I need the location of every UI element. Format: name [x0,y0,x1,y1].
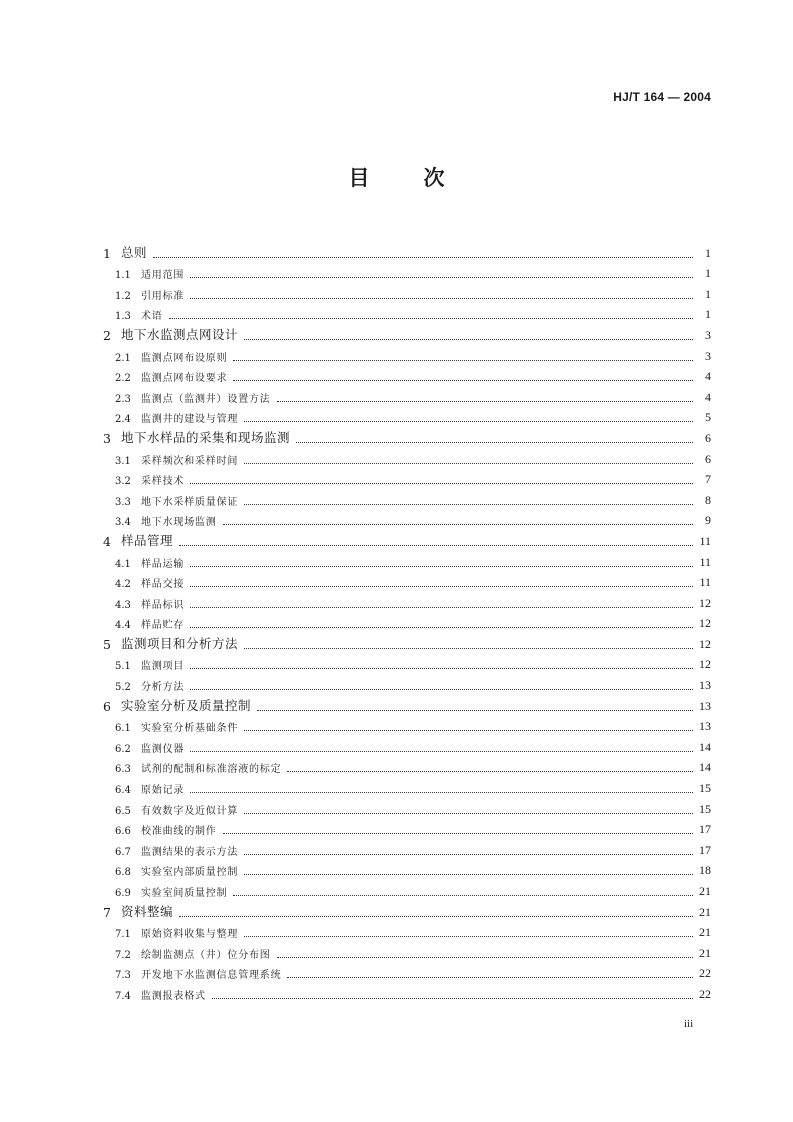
toc-entry-number: 7.2 [115,949,131,961]
toc-entry-page: 21 [699,884,711,898]
dot-leader [296,442,693,443]
dot-leader [212,998,693,999]
toc-entry-title: 校准曲线的制作 [141,826,217,838]
toc-entry-number: 3.4 [115,517,131,529]
toc-entry-number: 4 [103,533,111,549]
toc-entry-title: 监测井的建设与管理 [141,414,239,426]
toc-entry-number: 3.3 [115,496,131,508]
toc-entry-page: 17 [699,822,711,837]
dot-leader [277,401,693,402]
toc-section[interactable] [103,858,711,879]
toc-entry-number: 2.4 [115,414,131,426]
toc-entry-page: 17 [699,842,711,857]
dot-leader [244,648,693,649]
dot-leader [244,339,693,340]
dot-leader [190,566,693,567]
toc-entry-number: 6.9 [115,888,131,899]
toc-entry-page: 11 [699,575,711,590]
dot-leader [223,833,693,834]
toc-entry-number: 4.2 [115,579,131,591]
dot-leader [179,545,693,546]
toc-entry-title: 总则 [121,244,148,260]
toc-chapter[interactable] [103,693,711,714]
toc-entry-number: 1.1 [115,270,131,282]
toc-section[interactable] [103,508,711,529]
toc-section[interactable] [103,672,711,693]
toc-entry-title: 原始资料收集与整理 [141,929,239,941]
toc-entry-number: 2 [103,327,111,343]
toc-entry-page: 11 [699,533,711,548]
toc-entry-page: 12 [699,595,711,610]
dot-leader [233,895,693,896]
toc-section[interactable] [103,549,711,570]
toc-entry-page: 9 [705,513,711,528]
toc-section[interactable] [103,570,711,591]
toc-entry-number: 1.2 [115,290,131,302]
toc-entry-page: 22 [699,986,711,1001]
toc-entry-page: 21 [699,925,711,940]
toc-entry-number: 2.2 [115,373,131,385]
toc-section[interactable] [103,817,711,838]
toc-entry-number: 6.5 [115,805,131,817]
toc-entry-title: 实验室分析基础条件 [141,723,239,735]
toc-section[interactable] [103,281,711,302]
toc-entry-title: 实验室间质量控制 [141,888,228,899]
toc-entry-number: 7 [103,904,111,920]
toc-chapter[interactable] [103,425,711,446]
dot-leader [244,936,693,937]
toc-entry-page: 21 [699,945,711,960]
toc-entry-title: 监测仪器 [141,743,185,755]
toc-entry-number: 3.2 [115,476,131,488]
dot-leader [244,854,693,855]
toc-section[interactable] [103,384,711,405]
dot-leader [153,257,693,258]
toc-entry-title: 地下水现场监测 [141,517,217,529]
dot-leader [244,421,693,422]
toc-entry-title: 监测点网布设要求 [141,373,228,385]
toc-entry-title: 地下水样品的采集和现场监测 [121,429,291,445]
toc-section[interactable] [103,796,711,817]
toc-entry-number: 6.6 [115,826,131,838]
toc-entry-number: 6.2 [115,743,131,755]
toc-entry-number: 5.2 [115,682,131,694]
toc-entry-number: 7.3 [115,970,131,982]
toc-entry-page: 5 [705,410,711,425]
toc-entry-title: 适用范围 [141,270,185,282]
toc-section[interactable] [103,302,711,323]
dot-leader [179,916,693,917]
dot-leader [190,277,693,278]
toc-section[interactable] [103,878,711,899]
dot-leader [169,318,693,319]
toc-chapter[interactable] [103,240,711,261]
toc-entry-number: 1.3 [115,311,131,323]
toc-section[interactable] [103,961,711,982]
toc-entry-title: 采样频次和采样时间 [141,455,239,467]
toc-chapter[interactable] [103,631,711,652]
toc-entry-number: 6.8 [115,867,131,879]
page-title: 目次 [348,166,499,190]
toc-entry-title: 采样技术 [141,476,185,488]
toc-entry-title: 监测点（监测井）设置方法 [141,393,271,405]
toc-entry-title: 原始记录 [141,785,185,797]
table-of-contents [103,240,711,1002]
dot-leader [277,957,693,958]
toc-entry-title: 有效数字及近似计算 [141,805,239,817]
dot-leader [190,689,693,690]
dot-leader [287,977,693,978]
dot-leader [257,710,693,711]
dot-leader [244,504,693,505]
toc-section[interactable] [103,775,711,796]
toc-section[interactable] [103,920,711,941]
toc-entry-number: 1 [103,245,111,261]
toc-entry-number: 6.1 [115,723,131,735]
toc-entry-page: 1 [705,266,711,281]
toc-entry-page: 4 [705,389,711,404]
toc-section[interactable] [103,261,711,282]
toc-entry-number: 4.3 [115,599,131,611]
toc-section[interactable] [103,405,711,426]
toc-entry-page: 18 [699,863,711,878]
dot-leader [233,380,693,381]
toc-entry-page: 13 [699,678,711,693]
toc-entry-title: 样品运输 [141,558,185,570]
toc-entry-title: 实验室内部质量控制 [141,867,239,879]
toc-entry-number: 5 [103,636,111,652]
toc-entry-number: 6.4 [115,785,131,797]
toc-entry-number: 4.4 [115,620,131,632]
dot-leader [223,524,693,525]
dot-leader [244,813,693,814]
toc-entry-page: 15 [699,801,711,816]
toc-entry-title: 样品交接 [141,579,185,591]
toc-entry-title: 资料整编 [121,903,174,919]
dot-leader [233,360,693,361]
toc-entry-page: 1 [705,307,711,322]
toc-entry-page: 3 [705,348,711,363]
toc-section[interactable] [103,446,711,467]
toc-entry-title: 地下水监测点网设计 [121,326,239,342]
toc-entry-page: 22 [699,966,711,981]
toc-section[interactable] [103,590,711,611]
toc-entry-page: 13 [699,698,711,713]
page-number: iii [684,1018,694,1030]
dot-leader [190,792,693,793]
toc-section[interactable] [103,343,711,364]
toc-entry-page: 1 [705,245,711,260]
dot-leader [244,463,693,464]
toc-entry-number: 3.1 [115,455,131,467]
toc-entry-number: 5.1 [115,661,131,673]
toc-section[interactable] [103,487,711,508]
dot-leader [190,751,693,752]
toc-entry-title: 监测结果的表示方法 [141,846,239,858]
toc-entry-title: 绘制监测点（井）位分布图 [141,949,271,961]
toc-entry-number: 6.7 [115,846,131,858]
toc-entry-title: 实验室分析及质量控制 [121,697,252,713]
toc-entry-title: 样品标识 [141,599,185,611]
toc-chapter[interactable] [103,322,711,343]
toc-entry-page: 12 [699,616,711,631]
toc-entry-page: 7 [705,472,711,487]
toc-entry-title: 监测点网布设原则 [141,352,228,364]
toc-section[interactable] [103,837,711,858]
dot-leader [244,874,693,875]
dot-leader [190,298,693,299]
toc-entry-number: 2.1 [115,352,131,364]
toc-section[interactable] [103,714,711,735]
toc-entry-page: 13 [699,719,711,734]
toc-entry-page: 21 [699,904,711,919]
toc-entry-title: 试剂的配制和标准溶液的标定 [141,764,282,776]
toc-section[interactable] [103,364,711,385]
toc-entry-title: 开发地下水监测信息管理系统 [141,970,282,982]
toc-entry-page: 12 [699,657,711,672]
toc-chapter[interactable] [103,528,711,549]
toc-entry-number: 6.3 [115,764,131,776]
toc-section[interactable] [103,755,711,776]
toc-entry-page: 15 [699,781,711,796]
toc-entry-title: 术语 [141,311,163,323]
toc-entry-title: 监测报表格式 [141,990,206,1002]
toc-entry-title: 样品管理 [121,532,174,548]
standard-code: HJ/T 164 — 2004 [613,90,711,104]
dot-leader [190,586,693,587]
dot-leader [287,771,693,772]
toc-entry-number: 6 [103,698,111,714]
toc-entry-number: 3 [103,430,111,446]
toc-entry-page: 4 [705,369,711,384]
toc-entry-page: 14 [699,739,711,754]
toc-entry-title: 分析方法 [141,682,185,694]
toc-section[interactable] [103,611,711,632]
toc-entry-page: 8 [705,492,711,507]
dot-leader [190,483,693,484]
dot-leader [244,730,693,731]
toc-entry-page: 14 [699,760,711,775]
toc-entry-number: 4.1 [115,558,131,570]
toc-section[interactable] [103,467,711,488]
toc-entry-title: 监测项目 [141,661,185,673]
toc-section[interactable] [103,940,711,961]
toc-entry-page: 1 [705,286,711,301]
dot-leader [190,627,693,628]
toc-chapter[interactable] [103,899,711,920]
toc-entry-page: 12 [699,636,711,651]
toc-entry-title: 监测项目和分析方法 [121,635,239,651]
toc-section[interactable] [103,734,711,755]
toc-entry-page: 6 [705,451,711,466]
dot-leader [190,668,693,669]
toc-section[interactable] [103,652,711,673]
toc-entry-page: 6 [705,430,711,445]
toc-entry-number: 7.4 [115,990,131,1002]
toc-entry-title: 样品贮存 [141,620,185,632]
toc-entry-page: 3 [705,327,711,342]
toc-entry-number: 2.3 [115,393,131,405]
dot-leader [190,607,693,608]
toc-entry-page: 11 [699,554,711,569]
toc-entry-title: 引用标准 [141,290,185,302]
toc-entry-number: 7.1 [115,929,131,941]
toc-section[interactable] [103,981,711,1002]
toc-entry-title: 地下水采样质量保证 [141,496,239,508]
